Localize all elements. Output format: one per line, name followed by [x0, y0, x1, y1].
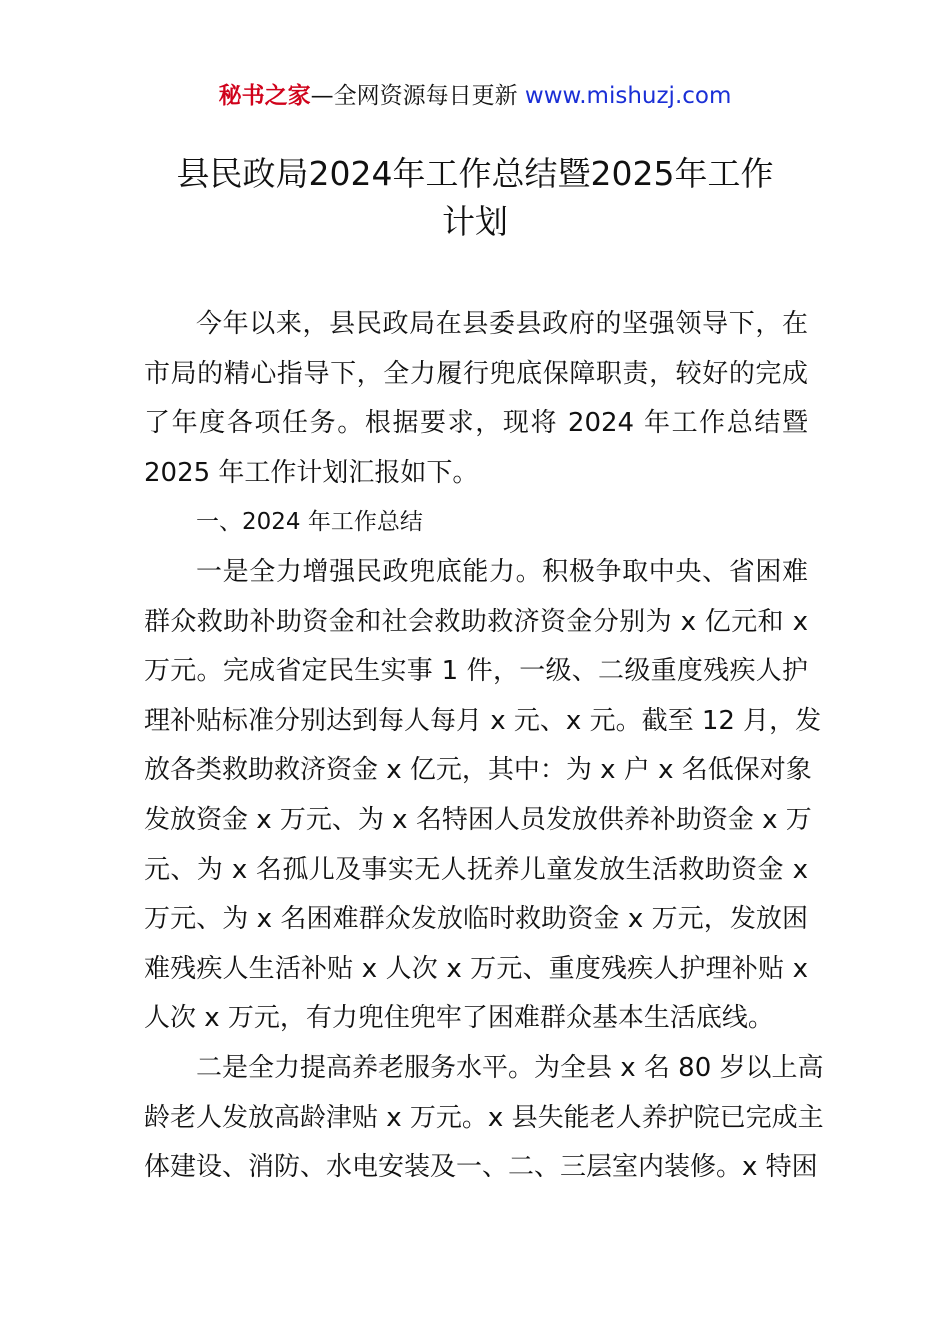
text-line: 市局的精心指导下，全力履行兜底保障职责，较好的完成 — [144, 358, 808, 389]
text-line: 难残疾人生活补贴 x 人次 x 万元、重度残疾人护理补贴 x — [144, 953, 808, 984]
intro-paragraph — [144, 300, 808, 498]
text-line: 人次 x 万元，有力兜住兜牢了困难群众基本生活底线。 — [144, 1003, 774, 1034]
document-title — [110, 150, 840, 246]
text-line: 理补贴标准分别达到每人每月 x 元、x 元。截至 12 月，发 — [144, 705, 822, 736]
text-line: 二是全力提高养老服务水平。为全县 x 名 80 岁以上高 — [196, 1052, 824, 1083]
body-paragraph — [144, 1044, 824, 1193]
text-line: 万元、为 x 名困难群众发放临时救助资金 x 万元，发放困 — [144, 904, 808, 935]
brand-name: 秘书之家 — [218, 83, 311, 109]
text-line: 群众救助补助资金和社会救助救济资金分别为 x 亿元和 x — [144, 606, 808, 637]
text-line: 体建设、消防、水电安装及一、二、三层室内装修。x 特困 — [144, 1152, 818, 1183]
website-link[interactable]: www.mishuzj.com — [524, 83, 732, 109]
text-line: 万元。完成省定民生实事 1 件，一级、二级重度残疾人护 — [144, 656, 808, 687]
text-line: 发放资金 x 万元、为 x 名特困人员发放供养补助资金 x 万 — [144, 804, 812, 835]
body-paragraph — [144, 548, 822, 1044]
text-line: 2025 年工作计划汇报如下。 — [144, 457, 479, 488]
header-banner — [0, 80, 950, 112]
text-line: 今年以来，县民政局在县委县政府的坚强领导下，在 — [196, 309, 808, 339]
section-heading — [144, 498, 808, 548]
text-line: 了年度各项任务。根据要求，现将 2024 年工作总结暨 — [144, 408, 808, 439]
title-line: 计划 — [442, 202, 508, 241]
text-line: 一、2024 年工作总结 — [196, 509, 423, 536]
text-line: 放各类救助救济资金 x 亿元，其中：为 x 户 x 名低保对象 — [144, 755, 812, 786]
title-line: 县民政局2024年工作总结暨2025年工作 — [176, 154, 774, 193]
text-line: 一是全力增强民政兜底能力。积极争取中央、省困难 — [196, 556, 808, 587]
text-line: 元、为 x 名孤儿及事实无人抚养儿童发放生活救助资金 x — [144, 854, 808, 885]
text-line: 龄老人发放高龄津贴 x 万元。x 县失能老人养护院已完成主 — [144, 1102, 824, 1133]
banner-tagline: —全网资源每日更新 — [310, 83, 518, 109]
document-body — [144, 300, 824, 1193]
